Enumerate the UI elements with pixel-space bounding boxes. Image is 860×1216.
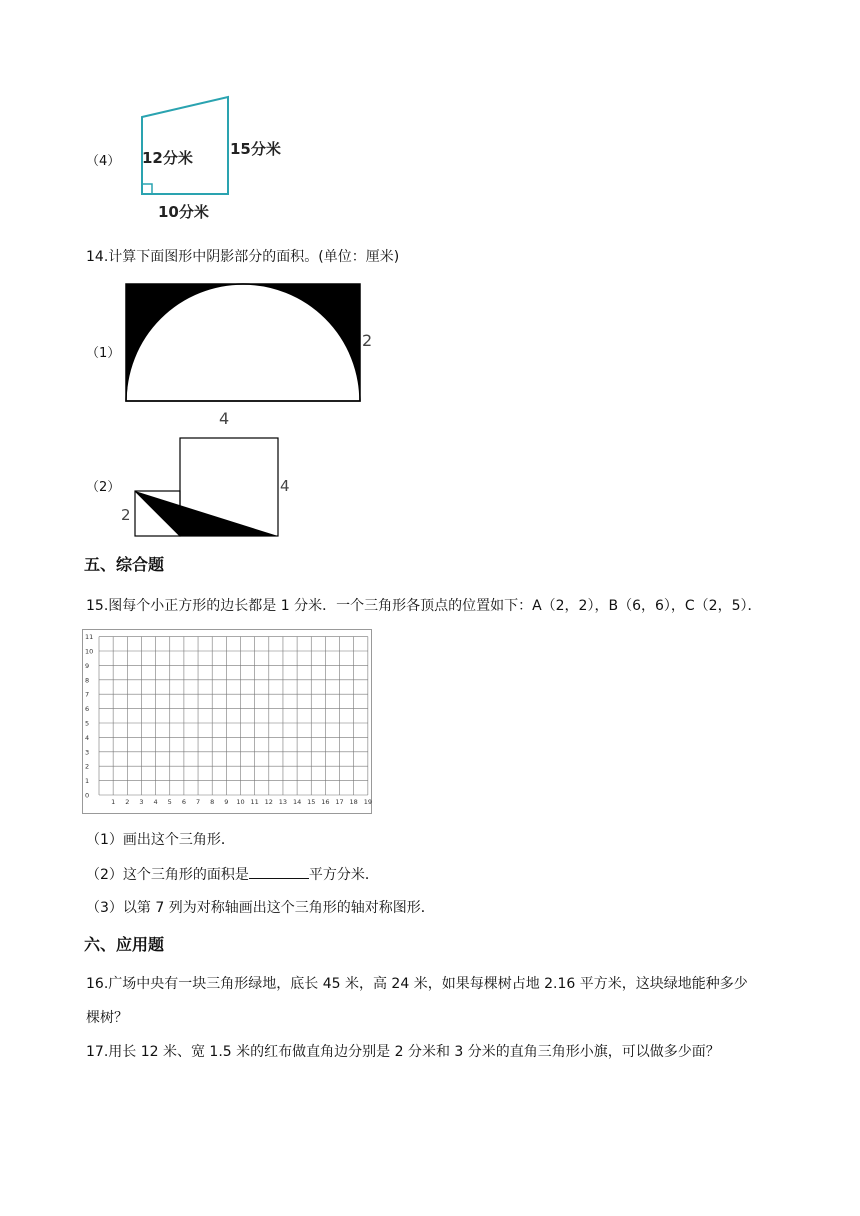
grid-y-label: 4 <box>85 733 90 742</box>
small-side-label: 2 <box>121 506 131 524</box>
squares-figure <box>118 432 298 544</box>
grid-x-label: 15 <box>307 798 316 806</box>
grid-x-label: 19 <box>363 798 372 806</box>
grid-x-label: 2 <box>125 798 130 806</box>
grid-x-label: 14 <box>292 798 302 806</box>
grid-x-label: 9 <box>224 798 229 806</box>
part-label: （1） <box>86 346 121 361</box>
grid-x-label: 8 <box>210 798 215 806</box>
answer-blank[interactable] <box>249 864 309 879</box>
height-label: 2 <box>362 331 373 350</box>
grid-y-label: 8 <box>85 676 90 685</box>
question-14-title: 14.计算下面图形中阴影部分的面积。(单位：厘米) <box>86 249 400 265</box>
grid-y-label: 5 <box>85 719 90 728</box>
grid-y-label: 2 <box>85 762 90 771</box>
grid-x-label: 3 <box>139 798 144 806</box>
grid-y-label: 9 <box>85 661 90 670</box>
grid-x-label: 17 <box>335 798 344 806</box>
grid-x-label: 5 <box>167 798 172 806</box>
question-15-sub3: （3）以第 7 列为对称轴画出这个三角形的轴对称图形． <box>86 900 435 916</box>
right-angle-mark <box>142 184 152 194</box>
shaded-triangle <box>135 491 278 536</box>
grid-y-label: 6 <box>85 705 90 714</box>
grid-x-label: 7 <box>195 798 201 806</box>
question-15-sub1: （1）画出这个三角形． <box>86 832 235 848</box>
grid-x-label: 10 <box>236 798 245 806</box>
grid-x-label: 13 <box>278 798 288 806</box>
trapezoid-bottom-label: 10分米 <box>158 203 209 221</box>
section-heading: 六、应用题 <box>84 935 165 954</box>
grid-y-label: 3 <box>85 748 90 757</box>
question-17: 17.用长 12 米、宽 1.5 米的红布做直角边分别是 2 分米和 3 分米的直角三角形小旗，可以做多少面？ <box>86 1044 720 1060</box>
width-label: 4 <box>219 409 230 428</box>
grid-y-label: 7 <box>85 690 90 699</box>
section-heading: 五、综合题 <box>84 555 165 574</box>
trapezoid-right-label: 15分米 <box>230 140 281 158</box>
grid-y-label: 10 <box>85 647 94 656</box>
grid-y-label: 11 <box>85 633 94 642</box>
trapezoid-left-label: 12分米 <box>142 149 193 167</box>
question-15-sub2 <box>86 864 379 885</box>
grid-x-label: 1 <box>111 798 116 806</box>
part-label: （2） <box>86 480 121 495</box>
grid-x-label: 11 <box>250 798 259 806</box>
grid-frame <box>83 630 372 814</box>
sub2-suffix: 平方分米． <box>308 867 379 883</box>
semicircle-figure <box>118 280 388 430</box>
question-16-line1: 16.广场中央有一块三角形绿地，底长 45 米，高 24 米，如果每棵树占地 2.16 平方米，这块绿地能种多少 <box>86 976 748 992</box>
trapezoid-figure <box>130 90 300 225</box>
grid-x-label: 18 <box>349 798 358 806</box>
part-label: （4） <box>86 154 121 169</box>
big-side-label: 4 <box>280 477 290 495</box>
grid-x-label: 6 <box>181 798 186 806</box>
question-15-title: 15.图每个小正方形的边长都是 1 分米．一个三角形各顶点的位置如下：A（2，2），B（6，6），C（2，5）． <box>86 598 762 614</box>
grid-x-label: 12 <box>264 798 273 806</box>
grid-x-label: 16 <box>321 798 330 806</box>
grid-x-label: 4 <box>153 798 158 806</box>
coordinate-grid <box>82 629 374 815</box>
question-16-line2: 棵树？ <box>86 1010 128 1026</box>
sub2-prefix: （2）这个三角形的面积是 <box>86 867 249 883</box>
trapezoid-shape <box>142 97 228 194</box>
grid-y-label: 1 <box>85 777 90 786</box>
grid-y-label: 0 <box>85 791 90 800</box>
